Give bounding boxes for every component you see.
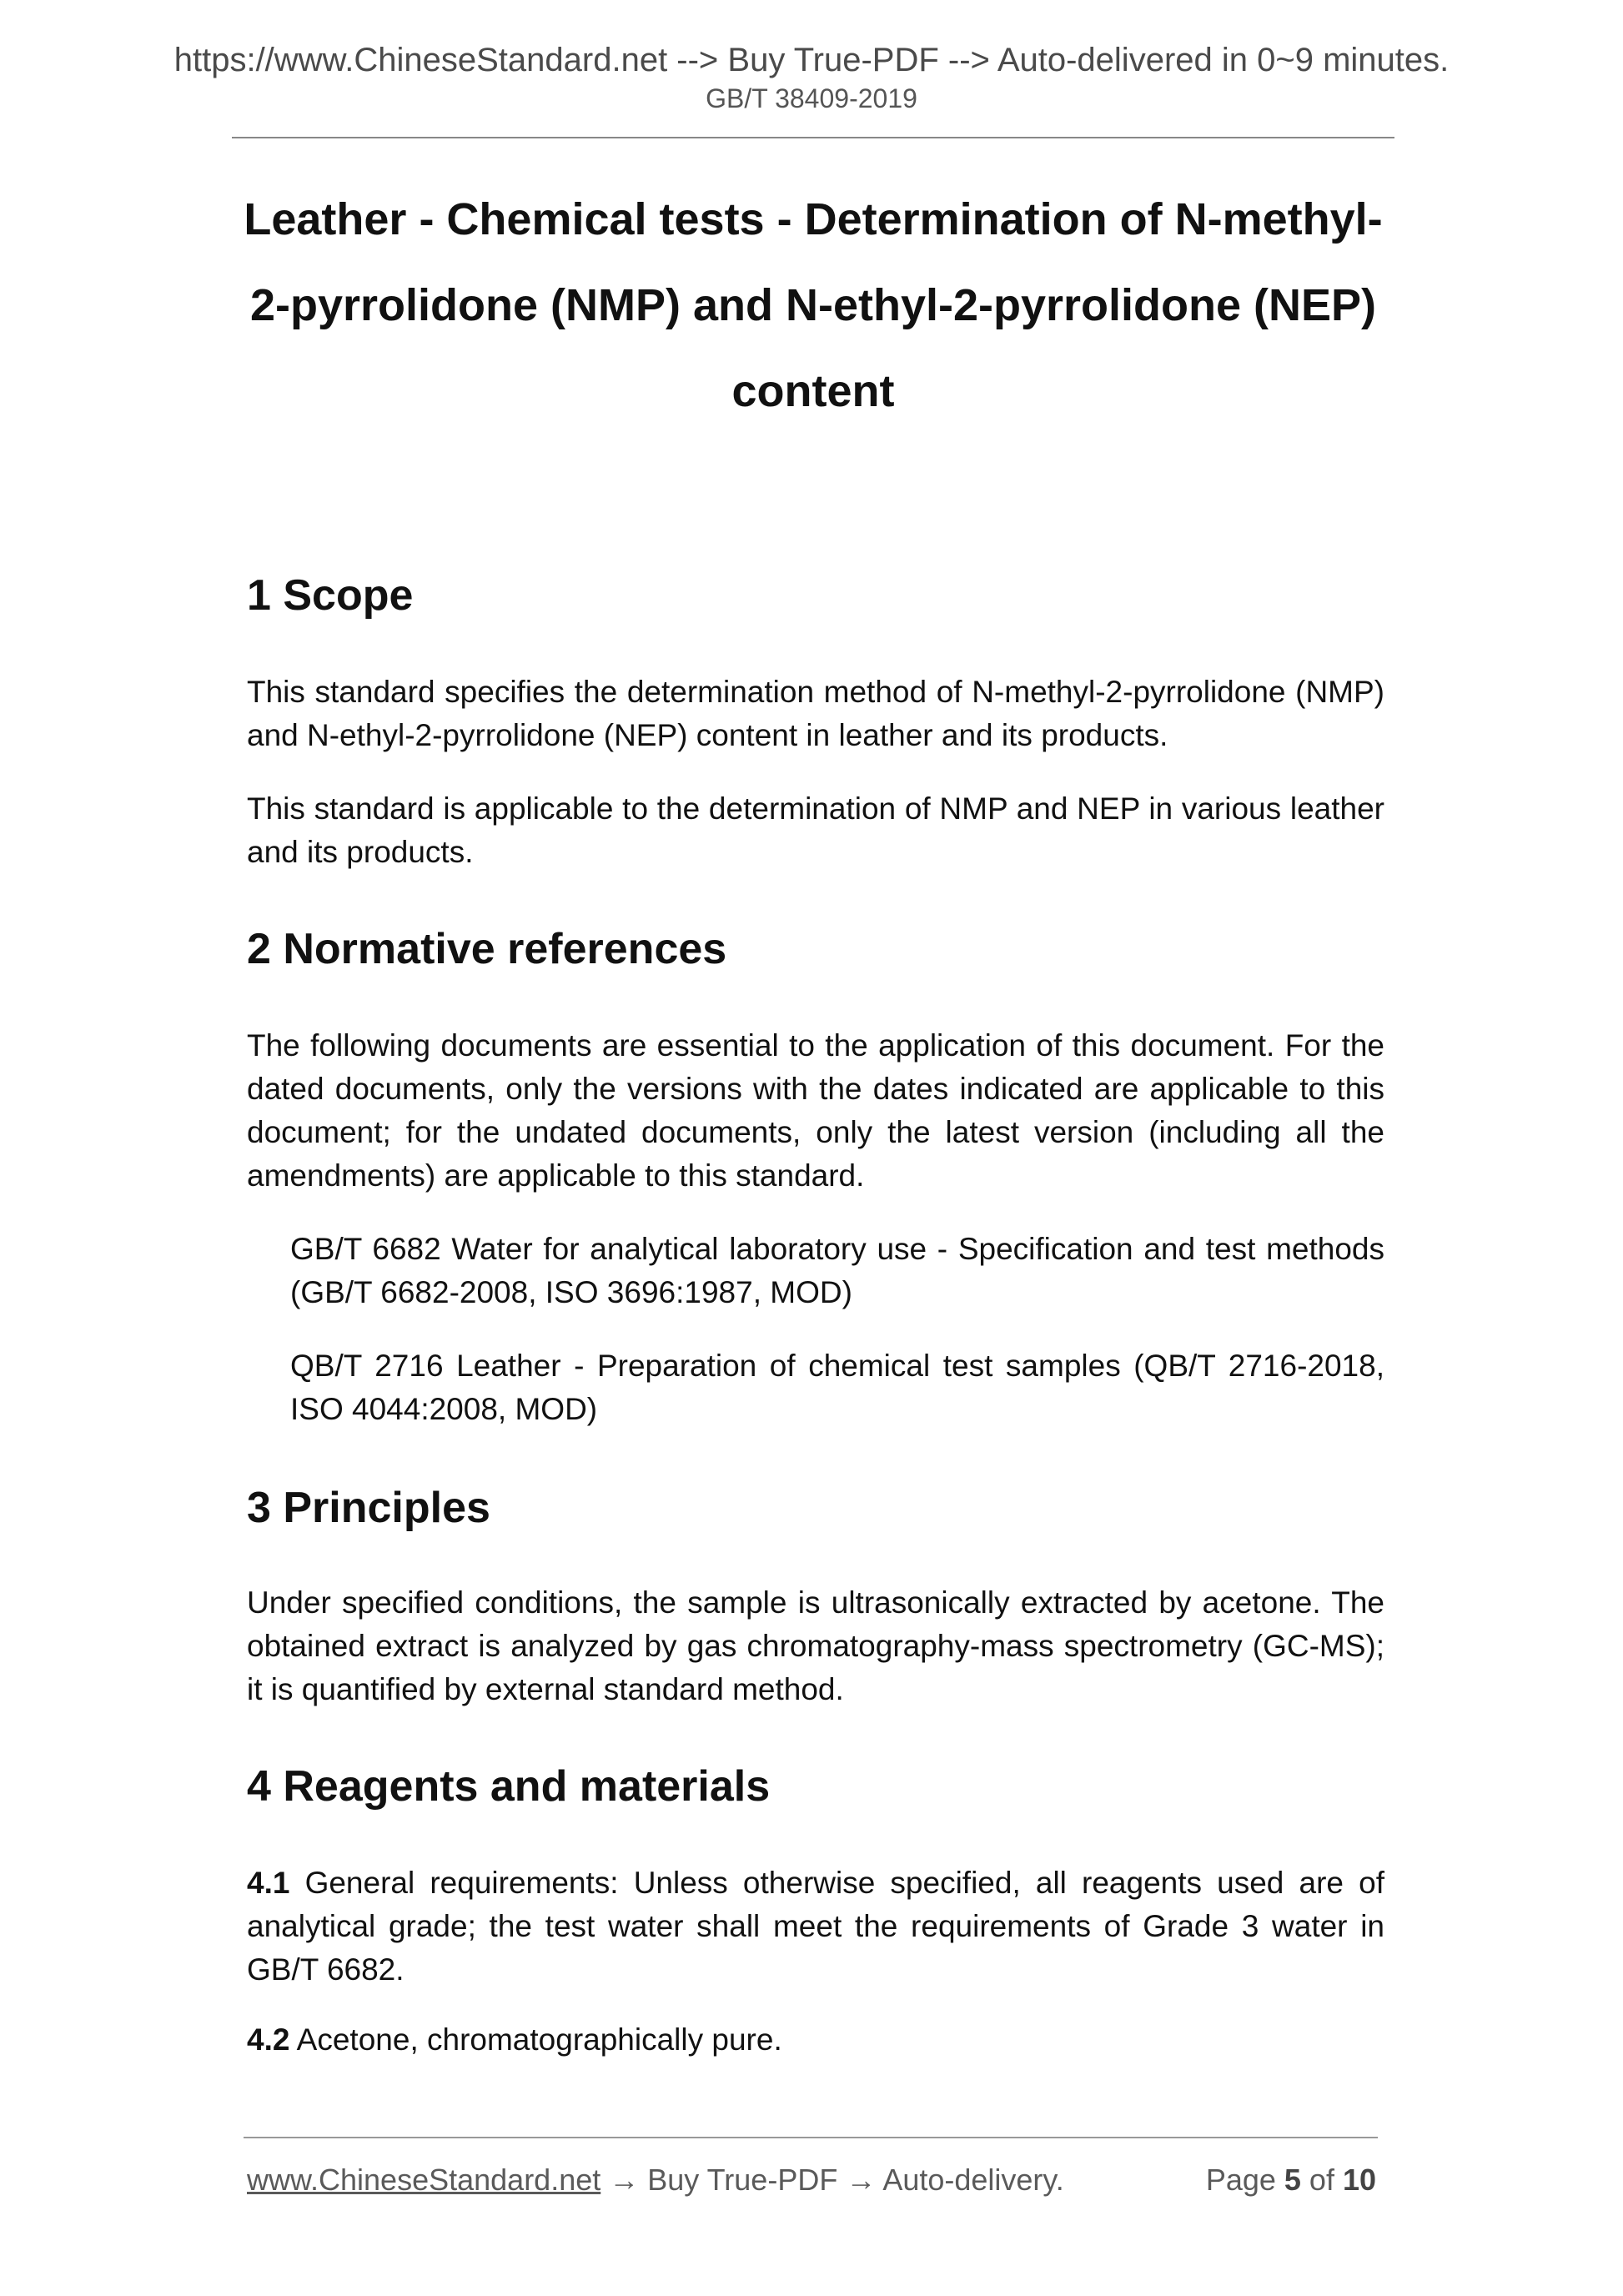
scope-paragraph-1: This standard specifies the determination method of N-methyl-2-pyrrolidone (NMP) and N-ethyl-2-pyrrolidone (NEP) content in leather and its products. [247, 675, 1384, 752]
footer-delivery [247, 2165, 1064, 2195]
title-line-2: 2-pyrrolidone (NMP) and N-ethyl-2-pyrrolidone (NEP) [249, 280, 1377, 330]
document-title [234, 177, 1393, 435]
page-number: 5 [1284, 2163, 1301, 2197]
heading-scope: 1 Scope [247, 571, 414, 620]
scope-paragraph-2: This standard is applicable to the determination of NMP and NEP in various leather and its products. [247, 791, 1384, 869]
item-number-4-1: 4.1 [247, 1866, 290, 1900]
heading-reagents-materials: 4 Reagents and materials [247, 1762, 771, 1811]
reference-gbt-6682: GB/T 6682 Water for analytical laboratory use - Specification and test methods (GB/T 6682-2008, ISO 3696:1987, MOD) [290, 1232, 1384, 1309]
header-divider [232, 137, 1394, 138]
title-line-1: Leather - Chemical tests - Determination of N-methyl- [244, 194, 1383, 244]
standard-code: GB/T 38409-2019 [706, 83, 917, 113]
footer-site-link[interactable]: www.ChineseStandard.net [247, 2163, 601, 2197]
footer-delivery-text: → Buy True-PDF → Auto-delivery. [600, 2163, 1064, 2197]
principles-paragraph: Under specified conditions, the sample is ultrasonically extracted by acetone. The obtained extract is analyzed by gas chromatography-mass spectrometry (GC-MS); it is quantified by external standard method. [247, 1585, 1384, 1706]
reagent-item-4-1 [247, 1861, 1384, 1992]
title-line-3: content [731, 366, 895, 416]
reagent-item-4-2 [247, 2018, 1384, 2062]
heading-normative-references: 2 Normative references [247, 925, 727, 973]
heading-principles: 3 Principles [247, 1484, 490, 1532]
normative-paragraph: The following documents are essential to the application of this document. For the dated documents, only the versions with the dates indicated are applicable to this document; for the undated documents, only the latest version (including all the amendments) are applicable to this standard. [247, 1028, 1384, 1193]
item-number-4-2: 4.2 [247, 2022, 290, 2057]
top-banner-link[interactable]: https://www.ChineseStandard.net --> Buy True-PDF --> Auto-delivered in 0~9 minutes. [173, 42, 1450, 78]
footer-divider [244, 2137, 1378, 2138]
item-text-4-1: General requirements: Unless otherwise specified, all reagents used are of analytical grade; the test water shall meet the requirements of Grade 3 water in GB/T 6682. [247, 1866, 1384, 1987]
page-total: 10 [1342, 2163, 1376, 2197]
item-text-4-2: Acetone, chromatographically pure. [289, 2022, 782, 2057]
page-of: of [1300, 2163, 1343, 2197]
page-label: Page [1205, 2163, 1284, 2197]
page-indicator [1206, 2165, 1376, 2195]
reference-qbt-2716: QB/T 2716 Leather - Preparation of chemical test samples (QB/T 2716-2018, ISO 4044:2008, MOD) [290, 1349, 1384, 1426]
